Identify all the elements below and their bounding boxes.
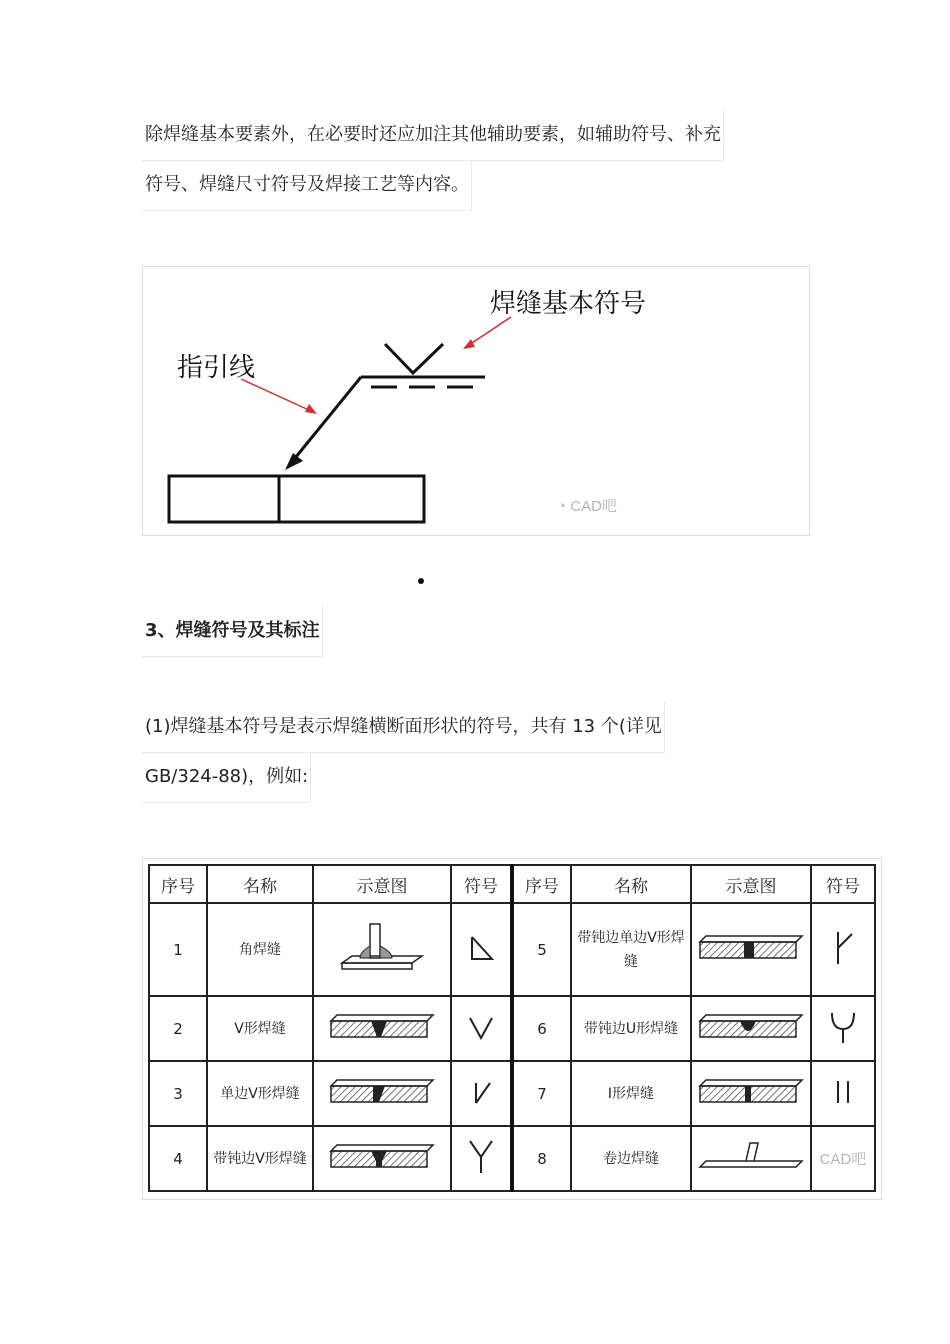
row-number: 4	[149, 1126, 207, 1191]
single-bevel-weld-drawing	[696, 928, 806, 968]
y-symbol-icon	[466, 1137, 496, 1177]
header-cell: 序号	[149, 865, 207, 903]
label-basic-symbol: 焊缝基本符号	[490, 289, 647, 319]
header-cell: 示意图	[691, 865, 811, 903]
leader-arrowhead	[285, 453, 303, 470]
weld-name: 卷边焊缝	[571, 1126, 691, 1191]
weld-name: 角焊缝	[207, 903, 313, 996]
weld-symbol-table	[148, 864, 876, 1192]
label-leader-line: 指引线	[177, 353, 256, 383]
table-row	[149, 1061, 875, 1126]
weld-illustration	[313, 1061, 451, 1126]
single-v-weld-drawing	[327, 1072, 437, 1112]
flanged-weld-drawing	[696, 1137, 806, 1177]
weld-illustration	[313, 996, 451, 1061]
weld-name: V形焊缝	[207, 996, 313, 1061]
i-weld-drawing	[696, 1072, 806, 1112]
bevel-symbol-icon	[828, 928, 858, 968]
watermark: CAD吧	[819, 1151, 867, 1169]
weld-name: I形焊缝	[571, 1061, 691, 1126]
u-weld-drawing	[696, 1007, 806, 1047]
table-row	[149, 996, 875, 1061]
weld-illustration	[313, 1126, 451, 1191]
weld-name: 带钝边U形焊缝	[571, 996, 691, 1061]
weld-illustration	[691, 903, 811, 996]
header-cell: 名称	[207, 865, 313, 903]
weld-table-figure	[142, 858, 882, 1200]
watermark: ◔ CAD吧	[557, 498, 617, 515]
header-cell: 示意图	[313, 865, 451, 903]
v-weld-drawing	[327, 1007, 437, 1047]
blunt-v-weld-drawing	[327, 1137, 437, 1177]
header-cell: 序号	[512, 865, 571, 903]
row-number: 1	[149, 903, 207, 996]
fillet-symbol-icon	[466, 933, 496, 963]
weld-symbol	[451, 1126, 512, 1191]
weld-illustration	[691, 1126, 811, 1191]
row-number: 2	[149, 996, 207, 1061]
paragraph-line: 符号、焊缝尺寸符号及焊接工艺等内容。	[142, 160, 472, 211]
v-weld-symbol	[385, 344, 443, 373]
paragraph-line: (1)焊缝基本符号是表示焊缝横断面形状的符号，共有 13 个(详见	[142, 702, 665, 753]
weld-name: 带钝边单边V形焊缝	[571, 903, 691, 996]
row-number: 3	[149, 1061, 207, 1126]
table-row	[149, 903, 875, 996]
weld-symbol	[811, 996, 875, 1061]
weld-symbol	[811, 1126, 875, 1191]
single-v-symbol-icon	[466, 1077, 496, 1107]
weld-symbol-figure	[142, 266, 810, 536]
weld-name: 单边V形焊缝	[207, 1061, 313, 1126]
table-row	[149, 1126, 875, 1191]
bullet-dot	[418, 578, 424, 584]
weld-symbol	[811, 1061, 875, 1126]
weld-symbol	[451, 996, 512, 1061]
weld-symbol	[451, 903, 512, 996]
row-number: 8	[512, 1126, 571, 1191]
weld-symbol	[811, 903, 875, 996]
weld-illustration	[691, 996, 811, 1061]
header-cell: 名称	[571, 865, 691, 903]
section-heading: 3、焊缝符号及其标注	[142, 606, 323, 657]
row-number: 7	[512, 1061, 571, 1126]
u-symbol-icon	[828, 1007, 858, 1047]
v-symbol-icon	[466, 1012, 496, 1042]
workpiece-rect	[169, 476, 424, 522]
fillet-weld-drawing	[332, 918, 432, 978]
header-cell: 符号	[811, 865, 875, 903]
weld-name: 带钝边V形焊缝	[207, 1126, 313, 1191]
paragraph-line: 除焊缝基本要素外，在必要时还应加注其他辅助要素，如辅助符号、补充	[142, 110, 724, 161]
paragraph-line: GB/324-88)，例如:	[142, 752, 311, 803]
table-header-row	[149, 865, 875, 903]
header-cell: 符号	[451, 865, 512, 903]
weld-symbol	[451, 1061, 512, 1126]
weld-illustration	[691, 1061, 811, 1126]
wechat-icon: ◔	[557, 498, 571, 515]
row-number: 5	[512, 903, 571, 996]
row-number: 6	[512, 996, 571, 1061]
leader-line	[291, 377, 361, 463]
red-arrow-symbol	[469, 317, 511, 345]
i-symbol-icon	[828, 1077, 858, 1107]
weld-illustration	[313, 903, 451, 996]
